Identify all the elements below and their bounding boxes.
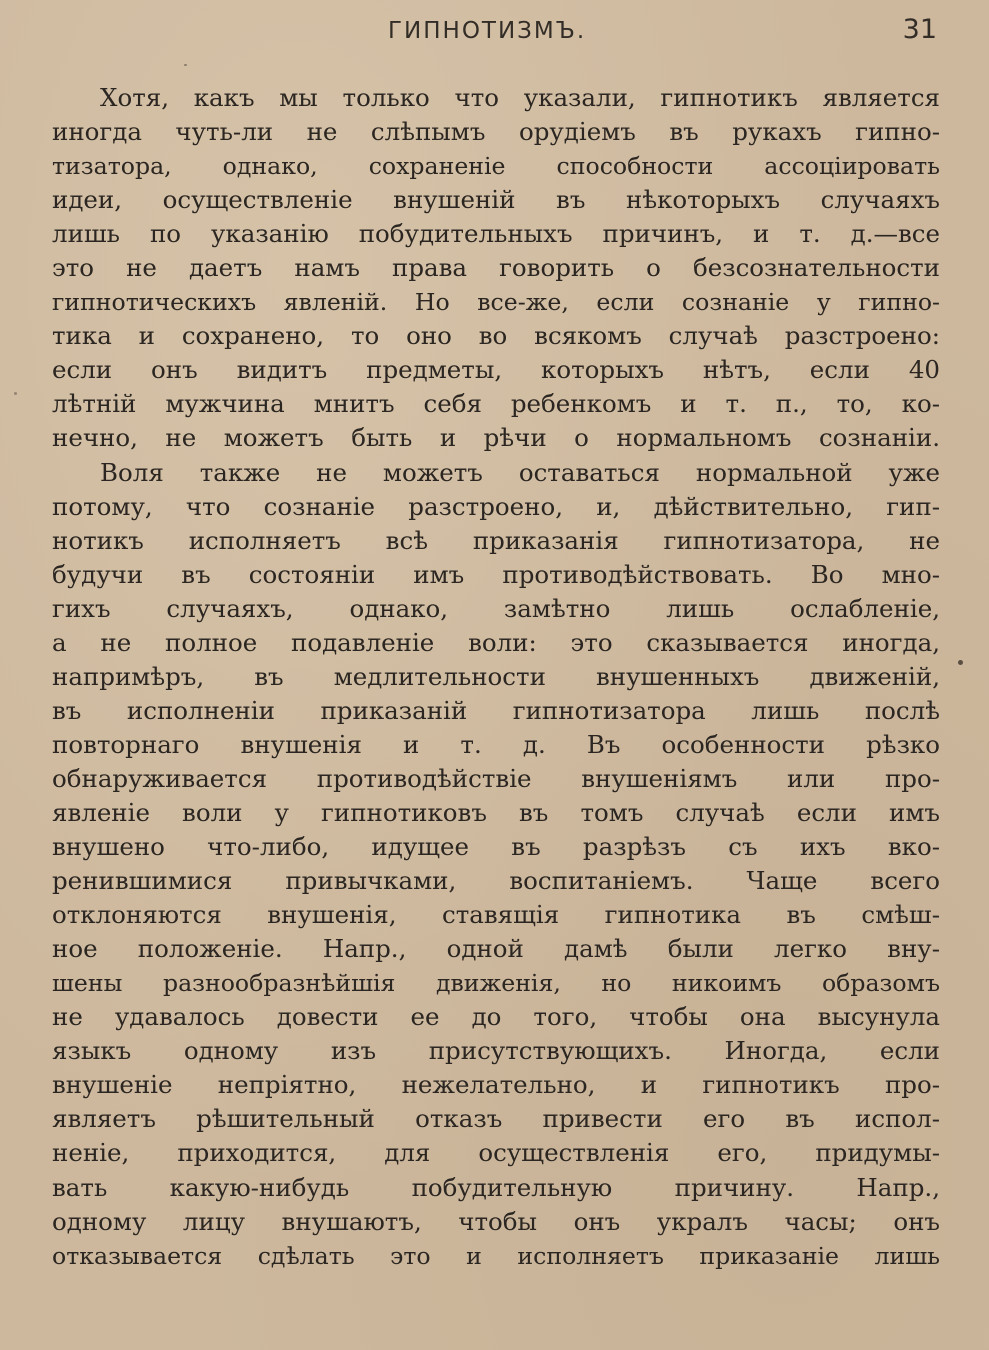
text-line: тика и сохранено, то оно во всякомъ случаѣ разстроено: <box>52 321 940 351</box>
text-line: идеи, осуществленіе внушеній въ нѣкоторыхъ случаяхъ <box>52 185 940 215</box>
text-line: отклоняются внушенія, ставящія гипнотика въ смѣш- <box>52 900 940 930</box>
text-line: не удавалось довести ее до того, чтобы она высунула <box>52 1002 940 1032</box>
text-line: лѣтній мужчина мнитъ себя ребенкомъ и т. п., то, ко- <box>52 389 940 419</box>
text-line: Хотя, какъ мы только что указали, гипнотикъ является <box>100 83 940 112</box>
text-line: внушено что-либо, идущее въ разрѣзъ съ ихъ вко- <box>52 832 940 862</box>
running-head <box>0 14 989 54</box>
text-line: ное положеніе. Напр., одной дамѣ были легко вну- <box>52 934 940 964</box>
text-line: одному лицу внушаютъ, чтобы онъ укралъ часы; онъ <box>52 1206 940 1236</box>
text-line: вать какую-нибудь побудительную причину. Напр., <box>52 1172 940 1202</box>
text-line: потому, что сознаніе разстроено, и, дѣйствительно, гип- <box>52 491 940 521</box>
text-line: нотикъ исполняетъ всѣ приказанія гипнотизатора, не <box>52 525 940 555</box>
text-line: а не полное подавленіе воли: это сказывается иногда, <box>52 627 940 657</box>
body-text <box>52 81 940 1273</box>
text-line: нечно, не можетъ быть и рѣчи о нормальномъ сознаніи. <box>52 423 940 453</box>
text-line: являетъ рѣшительный отказъ привести его въ испол- <box>52 1104 940 1134</box>
text-line: гихъ случаяхъ, однако, замѣтно лишь ослабленіе, <box>52 593 940 623</box>
text-line: тизатора, однако, сохраненіе способности ассоціировать <box>52 152 940 181</box>
text-line: иногда чуть-ли не слѣпымъ орудіемъ въ рукахъ гипно- <box>52 117 940 147</box>
text-line: явленіе воли у гипнотиковъ въ томъ случаѣ если имъ <box>52 797 940 827</box>
text-line: неніе, приходится, для осуществленія его, придумы- <box>52 1138 940 1168</box>
text-line: ренившимися привычками, воспитаніемъ. Чаще всего <box>52 866 940 896</box>
text-line: обнаруживается противодѣйствіе внушеніямъ или про- <box>52 763 940 793</box>
paper-speck <box>958 660 963 665</box>
running-title: ГИПНОТИЗМЪ. <box>388 18 587 44</box>
text-line: внушеніе непріятно, нежелательно, и гипнотикъ про- <box>52 1070 940 1100</box>
text-line: языкъ одному изъ присутствующихъ. Иногда, если <box>52 1036 940 1066</box>
text-line: будучи въ состояніи имъ противодѣйствовать. Во мно- <box>52 559 940 589</box>
text-line: напримѣръ, въ медлительности внушенныхъ движеній, <box>52 661 940 691</box>
paper-speck <box>184 64 187 66</box>
text-line: отказывается сдѣлать это и исполняетъ приказаніе лишь <box>52 1241 940 1270</box>
text-line: если онъ видитъ предметы, которыхъ нѣтъ, если 40 <box>52 355 940 385</box>
text-line: шены разнообразнѣйшія движенія, но никоимъ образомъ <box>52 969 940 998</box>
text-line: лишь по указанію побудительныхъ причинъ, и т. д.—все <box>52 219 940 249</box>
text-line: гипнотическихъ явленій. Но все-же, если сознаніе у гипно- <box>52 288 940 317</box>
text-line: повторнаго внушенія и т. д. Въ особенности рѣзко <box>52 729 940 759</box>
page-number: 31 <box>902 14 937 45</box>
paper-speck <box>14 392 17 395</box>
text-line: это не даетъ намъ права говорить о безсознательности <box>52 253 940 283</box>
text-line: Воля также не можетъ оставаться нормальной уже <box>100 457 940 487</box>
text-line: въ исполненіи приказаній гипнотизатора лишь послѣ <box>52 695 940 725</box>
